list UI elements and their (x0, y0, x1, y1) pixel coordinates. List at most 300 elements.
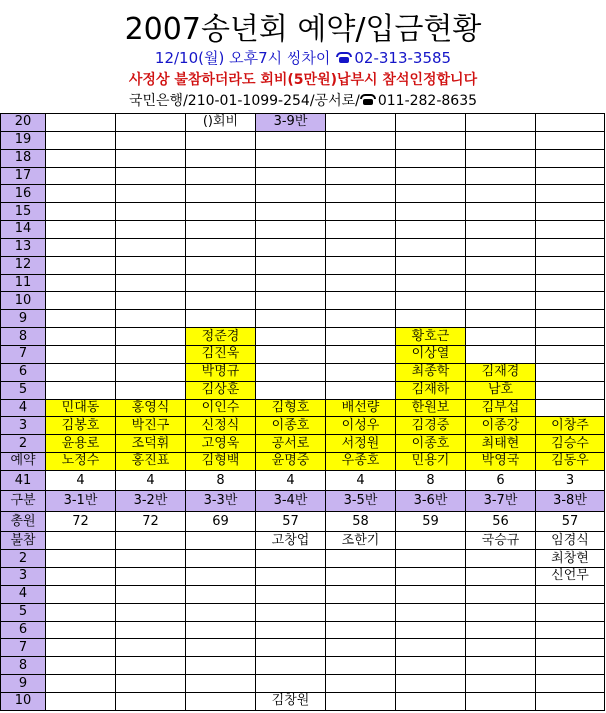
name-cell[interactable]: 윤명중 (256, 453, 326, 471)
name-cell[interactable] (116, 185, 186, 203)
name-cell[interactable] (536, 585, 605, 603)
name-cell[interactable] (46, 274, 116, 292)
name-cell[interactable]: 조덕휘 (116, 435, 186, 453)
value-cell[interactable]: 4 (256, 470, 326, 491)
name-cell[interactable] (536, 185, 605, 203)
name-cell[interactable]: 남호 (466, 381, 536, 399)
name-cell[interactable] (46, 114, 116, 132)
row-label-cell[interactable]: 14 (1, 221, 46, 239)
name-cell[interactable]: 박명규 (186, 363, 256, 381)
row-label-cell[interactable]: 10 (1, 692, 46, 710)
name-cell[interactable] (186, 568, 256, 586)
name-cell[interactable] (116, 167, 186, 185)
name-cell[interactable] (326, 550, 396, 568)
name-cell[interactable] (46, 381, 116, 399)
name-cell[interactable] (256, 675, 326, 693)
name-cell[interactable] (396, 167, 466, 185)
name-cell[interactable] (466, 131, 536, 149)
name-cell[interactable]: 이종강 (466, 417, 536, 435)
name-cell[interactable] (536, 345, 605, 363)
name-cell[interactable]: 박진구 (116, 417, 186, 435)
name-cell[interactable] (536, 363, 605, 381)
name-cell[interactable] (396, 149, 466, 167)
name-cell[interactable]: 조한기 (326, 532, 396, 550)
name-cell[interactable] (46, 345, 116, 363)
value-cell[interactable]: 3-7반 (466, 491, 536, 512)
name-cell[interactable] (256, 256, 326, 274)
name-cell[interactable] (326, 221, 396, 239)
absent-row (1, 675, 605, 693)
value-cell[interactable]: 3-4반 (256, 491, 326, 512)
row-label-cell[interactable]: 6 (1, 621, 46, 639)
name-cell[interactable] (536, 221, 605, 239)
name-cell[interactable] (396, 657, 466, 675)
name-cell[interactable]: 고창업 (256, 532, 326, 550)
name-cell[interactable] (116, 131, 186, 149)
name-cell[interactable]: 공서로 (256, 435, 326, 453)
name-cell[interactable] (116, 310, 186, 328)
name-cell[interactable] (536, 131, 605, 149)
name-cell[interactable] (326, 114, 396, 132)
name-cell[interactable] (396, 532, 466, 550)
value-cell[interactable]: 8 (396, 470, 466, 491)
name-cell[interactable] (116, 203, 186, 221)
name-cell[interactable] (326, 256, 396, 274)
value-cell[interactable]: 3-8반 (536, 491, 605, 512)
row-label-cell[interactable]: 16 (1, 185, 46, 203)
name-cell[interactable] (46, 363, 116, 381)
value-cell[interactable]: 72 (116, 511, 186, 532)
row-label-cell[interactable]: 10 (1, 292, 46, 310)
name-cell[interactable] (326, 185, 396, 203)
row-label-cell[interactable]: 구분 (1, 491, 46, 512)
row-label-cell[interactable]: 17 (1, 167, 46, 185)
name-cell[interactable]: 김동우 (536, 453, 605, 471)
name-cell[interactable] (396, 621, 466, 639)
name-cell[interactable]: 임경식 (536, 532, 605, 550)
name-cell[interactable] (536, 692, 605, 710)
name-cell[interactable] (46, 256, 116, 274)
row-label-cell[interactable]: 20 (1, 114, 46, 132)
name-cell[interactable] (116, 550, 186, 568)
name-cell[interactable] (396, 568, 466, 586)
name-cell[interactable] (536, 203, 605, 221)
name-cell[interactable]: 최종학 (396, 363, 466, 381)
name-cell[interactable] (396, 675, 466, 693)
value-cell[interactable]: 3-5반 (326, 491, 396, 512)
name-cell[interactable] (536, 114, 605, 132)
name-cell[interactable] (466, 256, 536, 274)
name-cell[interactable] (116, 675, 186, 693)
name-cell[interactable] (256, 639, 326, 657)
name-cell[interactable] (536, 149, 605, 167)
name-cell[interactable] (326, 568, 396, 586)
name-cell[interactable] (326, 603, 396, 621)
name-cell[interactable] (256, 345, 326, 363)
name-cell[interactable] (46, 131, 116, 149)
name-cell[interactable] (186, 585, 256, 603)
name-cell[interactable]: 김승수 (536, 435, 605, 453)
value-cell[interactable]: 4 (326, 470, 396, 491)
name-cell[interactable] (46, 639, 116, 657)
name-cell[interactable] (46, 185, 116, 203)
name-cell[interactable] (536, 399, 605, 417)
name-cell[interactable] (116, 221, 186, 239)
value-cell[interactable]: 3-3반 (186, 491, 256, 512)
name-cell[interactable] (186, 185, 256, 203)
name-cell[interactable] (116, 149, 186, 167)
name-cell[interactable] (536, 381, 605, 399)
name-cell[interactable]: 배선량 (326, 399, 396, 417)
name-cell[interactable] (396, 131, 466, 149)
name-cell[interactable]: 고영욱 (186, 435, 256, 453)
row-label-cell[interactable]: 총원 (1, 511, 46, 532)
name-cell[interactable] (256, 657, 326, 675)
name-cell[interactable] (186, 221, 256, 239)
name-cell[interactable] (326, 167, 396, 185)
name-cell[interactable] (326, 238, 396, 256)
name-cell[interactable] (46, 238, 116, 256)
name-cell[interactable] (186, 550, 256, 568)
name-cell[interactable]: 서정원 (326, 435, 396, 453)
name-cell[interactable] (396, 274, 466, 292)
value-cell[interactable]: 4 (46, 470, 116, 491)
name-cell[interactable] (46, 568, 116, 586)
name-cell[interactable]: 박영국 (466, 453, 536, 471)
name-cell[interactable]: 김상훈 (186, 381, 256, 399)
name-cell[interactable] (46, 310, 116, 328)
value-cell[interactable]: 4 (116, 470, 186, 491)
name-cell[interactable]: 김창원 (256, 692, 326, 710)
name-cell[interactable] (466, 621, 536, 639)
name-cell[interactable] (466, 114, 536, 132)
reservation-row (1, 435, 605, 453)
name-cell[interactable] (256, 603, 326, 621)
name-cell[interactable] (256, 381, 326, 399)
name-cell[interactable] (326, 328, 396, 346)
name-cell[interactable] (326, 149, 396, 167)
name-cell[interactable] (396, 185, 466, 203)
row-label-cell[interactable]: 3 (1, 417, 46, 435)
name-cell[interactable] (116, 274, 186, 292)
name-cell[interactable] (46, 657, 116, 675)
name-cell[interactable] (46, 550, 116, 568)
name-cell[interactable] (256, 292, 326, 310)
name-cell[interactable] (256, 185, 326, 203)
name-cell[interactable] (256, 149, 326, 167)
name-cell[interactable] (326, 131, 396, 149)
name-cell[interactable] (116, 639, 186, 657)
name-cell[interactable] (116, 114, 186, 132)
name-cell[interactable] (256, 568, 326, 586)
row-label-cell[interactable]: 13 (1, 238, 46, 256)
name-cell[interactable] (186, 692, 256, 710)
name-cell[interactable] (466, 185, 536, 203)
name-cell[interactable]: 신언무 (536, 568, 605, 586)
name-cell[interactable]: 김형호 (256, 399, 326, 417)
name-cell[interactable] (46, 203, 116, 221)
name-cell[interactable]: 최창현 (536, 550, 605, 568)
name-cell[interactable]: 이성우 (326, 417, 396, 435)
name-cell[interactable] (326, 657, 396, 675)
name-cell[interactable] (186, 292, 256, 310)
name-cell[interactable] (396, 203, 466, 221)
name-cell[interactable] (536, 274, 605, 292)
name-cell[interactable] (536, 167, 605, 185)
name-cell[interactable]: 홍영식 (116, 399, 186, 417)
name-cell[interactable] (326, 381, 396, 399)
name-cell[interactable] (256, 621, 326, 639)
row-label-cell[interactable]: 8 (1, 328, 46, 346)
row-label-cell[interactable]: 예약 (1, 453, 46, 471)
name-cell[interactable] (256, 203, 326, 221)
name-cell[interactable] (186, 639, 256, 657)
name-cell[interactable] (466, 203, 536, 221)
name-cell[interactable] (256, 167, 326, 185)
name-cell[interactable] (46, 692, 116, 710)
name-cell[interactable] (396, 292, 466, 310)
name-cell[interactable] (116, 292, 186, 310)
name-cell[interactable] (256, 328, 326, 346)
name-cell[interactable] (466, 603, 536, 621)
name-cell[interactable] (116, 381, 186, 399)
name-cell[interactable] (256, 310, 326, 328)
name-cell[interactable] (466, 345, 536, 363)
name-cell[interactable] (396, 639, 466, 657)
name-cell[interactable] (256, 363, 326, 381)
name-cell[interactable] (536, 639, 605, 657)
value-cell[interactable]: 57 (536, 511, 605, 532)
name-cell[interactable] (256, 221, 326, 239)
name-cell[interactable] (536, 256, 605, 274)
name-cell[interactable] (326, 363, 396, 381)
row-label-cell[interactable]: 5 (1, 381, 46, 399)
name-cell[interactable] (186, 167, 256, 185)
name-cell[interactable] (116, 603, 186, 621)
row-label-cell[interactable]: 18 (1, 149, 46, 167)
name-cell[interactable] (396, 256, 466, 274)
name-cell[interactable] (186, 274, 256, 292)
name-cell[interactable] (466, 310, 536, 328)
name-cell[interactable]: 한원보 (396, 399, 466, 417)
name-cell[interactable] (396, 692, 466, 710)
name-cell[interactable] (186, 256, 256, 274)
row-label-cell[interactable]: 3 (1, 568, 46, 586)
name-cell[interactable]: 우종호 (326, 453, 396, 471)
name-cell[interactable] (466, 221, 536, 239)
absent-row (1, 657, 605, 675)
name-cell[interactable] (46, 328, 116, 346)
name-cell[interactable] (326, 585, 396, 603)
name-cell[interactable]: 이종호 (396, 435, 466, 453)
name-cell[interactable] (396, 603, 466, 621)
name-cell[interactable] (46, 603, 116, 621)
name-cell[interactable] (326, 675, 396, 693)
row-label-cell[interactable]: 4 (1, 585, 46, 603)
name-cell[interactable] (326, 692, 396, 710)
name-cell[interactable] (326, 621, 396, 639)
name-cell[interactable]: 신정식 (186, 417, 256, 435)
name-cell[interactable] (116, 345, 186, 363)
name-cell[interactable]: 김경중 (396, 417, 466, 435)
name-cell[interactable] (186, 203, 256, 221)
name-cell[interactable]: 노정수 (46, 453, 116, 471)
row-label-cell[interactable]: 6 (1, 363, 46, 381)
name-cell[interactable] (326, 292, 396, 310)
name-cell[interactable] (466, 692, 536, 710)
row-label-cell[interactable]: 4 (1, 399, 46, 417)
name-cell[interactable] (186, 238, 256, 256)
name-cell[interactable] (256, 131, 326, 149)
name-cell[interactable] (396, 310, 466, 328)
row-label-cell[interactable]: 9 (1, 310, 46, 328)
name-cell[interactable] (116, 585, 186, 603)
name-cell[interactable] (116, 256, 186, 274)
row-label-cell[interactable]: 8 (1, 657, 46, 675)
name-cell[interactable] (46, 167, 116, 185)
name-cell[interactable] (466, 292, 536, 310)
value-cell[interactable]: 56 (466, 511, 536, 532)
name-cell[interactable] (466, 657, 536, 675)
name-cell[interactable] (326, 639, 396, 657)
name-cell[interactable] (466, 238, 536, 256)
value-cell[interactable]: 8 (186, 470, 256, 491)
name-cell[interactable]: 국승규 (466, 532, 536, 550)
name-cell[interactable] (256, 550, 326, 568)
row-label-cell[interactable]: 19 (1, 131, 46, 149)
value-cell[interactable]: 72 (46, 511, 116, 532)
name-cell[interactable]: 김형백 (186, 453, 256, 471)
name-cell[interactable] (536, 292, 605, 310)
name-cell[interactable] (326, 274, 396, 292)
name-cell[interactable] (116, 692, 186, 710)
name-cell[interactable] (46, 675, 116, 693)
name-cell[interactable] (396, 550, 466, 568)
row-label-cell[interactable]: 2 (1, 550, 46, 568)
name-cell[interactable] (46, 292, 116, 310)
name-cell[interactable] (46, 585, 116, 603)
name-cell[interactable] (116, 328, 186, 346)
name-cell[interactable] (256, 238, 326, 256)
row-label-cell[interactable]: 7 (1, 345, 46, 363)
name-cell[interactable]: 윤용로 (46, 435, 116, 453)
name-cell[interactable]: 김재하 (396, 381, 466, 399)
name-cell[interactable]: 김진욱 (186, 345, 256, 363)
name-cell[interactable] (116, 532, 186, 550)
row-label-cell[interactable]: 2 (1, 435, 46, 453)
name-cell[interactable] (116, 363, 186, 381)
name-cell[interactable] (46, 532, 116, 550)
name-cell[interactable]: ()회비 (186, 114, 256, 132)
name-cell[interactable] (186, 675, 256, 693)
name-cell[interactable] (326, 345, 396, 363)
name-cell[interactable]: 3-9반 (256, 114, 326, 132)
name-cell[interactable] (186, 657, 256, 675)
name-cell[interactable]: 황호근 (396, 328, 466, 346)
name-cell[interactable]: 최태현 (466, 435, 536, 453)
name-cell[interactable] (536, 657, 605, 675)
value-cell[interactable]: 69 (186, 511, 256, 532)
name-cell[interactable] (466, 149, 536, 167)
name-cell[interactable] (116, 238, 186, 256)
value-cell[interactable]: 57 (256, 511, 326, 532)
value-cell[interactable]: 6 (466, 470, 536, 491)
name-cell[interactable]: 이상열 (396, 345, 466, 363)
name-cell[interactable] (116, 657, 186, 675)
name-cell[interactable]: 홍진표 (116, 453, 186, 471)
row-label-cell[interactable]: 5 (1, 603, 46, 621)
name-cell[interactable] (396, 585, 466, 603)
row-label-cell[interactable]: 12 (1, 256, 46, 274)
name-cell[interactable] (536, 328, 605, 346)
name-cell[interactable]: 김부섭 (466, 399, 536, 417)
name-cell[interactable] (116, 621, 186, 639)
name-cell[interactable] (46, 149, 116, 167)
value-cell[interactable]: 58 (326, 511, 396, 532)
name-cell[interactable] (466, 585, 536, 603)
row-label-cell[interactable]: 41 (1, 470, 46, 491)
name-cell[interactable]: 김봉호 (46, 417, 116, 435)
name-cell[interactable] (466, 639, 536, 657)
value-cell[interactable]: 59 (396, 511, 466, 532)
row-label-cell[interactable]: 15 (1, 203, 46, 221)
name-cell[interactable] (536, 238, 605, 256)
value-cell[interactable]: 3 (536, 470, 605, 491)
name-cell[interactable] (466, 550, 536, 568)
name-cell[interactable] (46, 621, 116, 639)
name-cell[interactable] (396, 238, 466, 256)
row-label-cell[interactable]: 7 (1, 639, 46, 657)
name-cell[interactable] (466, 167, 536, 185)
name-cell[interactable]: 이창주 (536, 417, 605, 435)
name-cell[interactable]: 민대동 (46, 399, 116, 417)
name-cell[interactable] (536, 603, 605, 621)
name-cell[interactable]: 이인수 (186, 399, 256, 417)
name-cell[interactable] (46, 221, 116, 239)
name-cell[interactable] (326, 203, 396, 221)
name-cell[interactable] (396, 221, 466, 239)
name-cell[interactable] (466, 274, 536, 292)
name-cell[interactable] (186, 310, 256, 328)
name-cell[interactable] (186, 149, 256, 167)
name-cell[interactable] (536, 621, 605, 639)
name-cell[interactable] (186, 131, 256, 149)
value-cell[interactable]: 3-2반 (116, 491, 186, 512)
name-cell[interactable] (326, 310, 396, 328)
value-cell[interactable]: 3-6반 (396, 491, 466, 512)
name-cell[interactable]: 정준경 (186, 328, 256, 346)
name-cell[interactable] (186, 603, 256, 621)
name-cell[interactable] (466, 568, 536, 586)
name-cell[interactable] (116, 568, 186, 586)
name-cell[interactable] (186, 532, 256, 550)
value-cell[interactable]: 3-1반 (46, 491, 116, 512)
row-label-cell[interactable]: 9 (1, 675, 46, 693)
name-cell[interactable] (536, 310, 605, 328)
name-cell[interactable] (256, 585, 326, 603)
name-cell[interactable]: 김재경 (466, 363, 536, 381)
name-cell[interactable] (466, 328, 536, 346)
row-label-cell[interactable]: 불참 (1, 532, 46, 550)
name-cell[interactable]: 민용기 (396, 453, 466, 471)
row-label-cell[interactable]: 11 (1, 274, 46, 292)
name-cell[interactable] (256, 274, 326, 292)
name-cell[interactable] (396, 114, 466, 132)
name-cell[interactable] (536, 675, 605, 693)
name-cell[interactable] (466, 675, 536, 693)
name-cell[interactable] (186, 621, 256, 639)
name-cell[interactable]: 이종호 (256, 417, 326, 435)
